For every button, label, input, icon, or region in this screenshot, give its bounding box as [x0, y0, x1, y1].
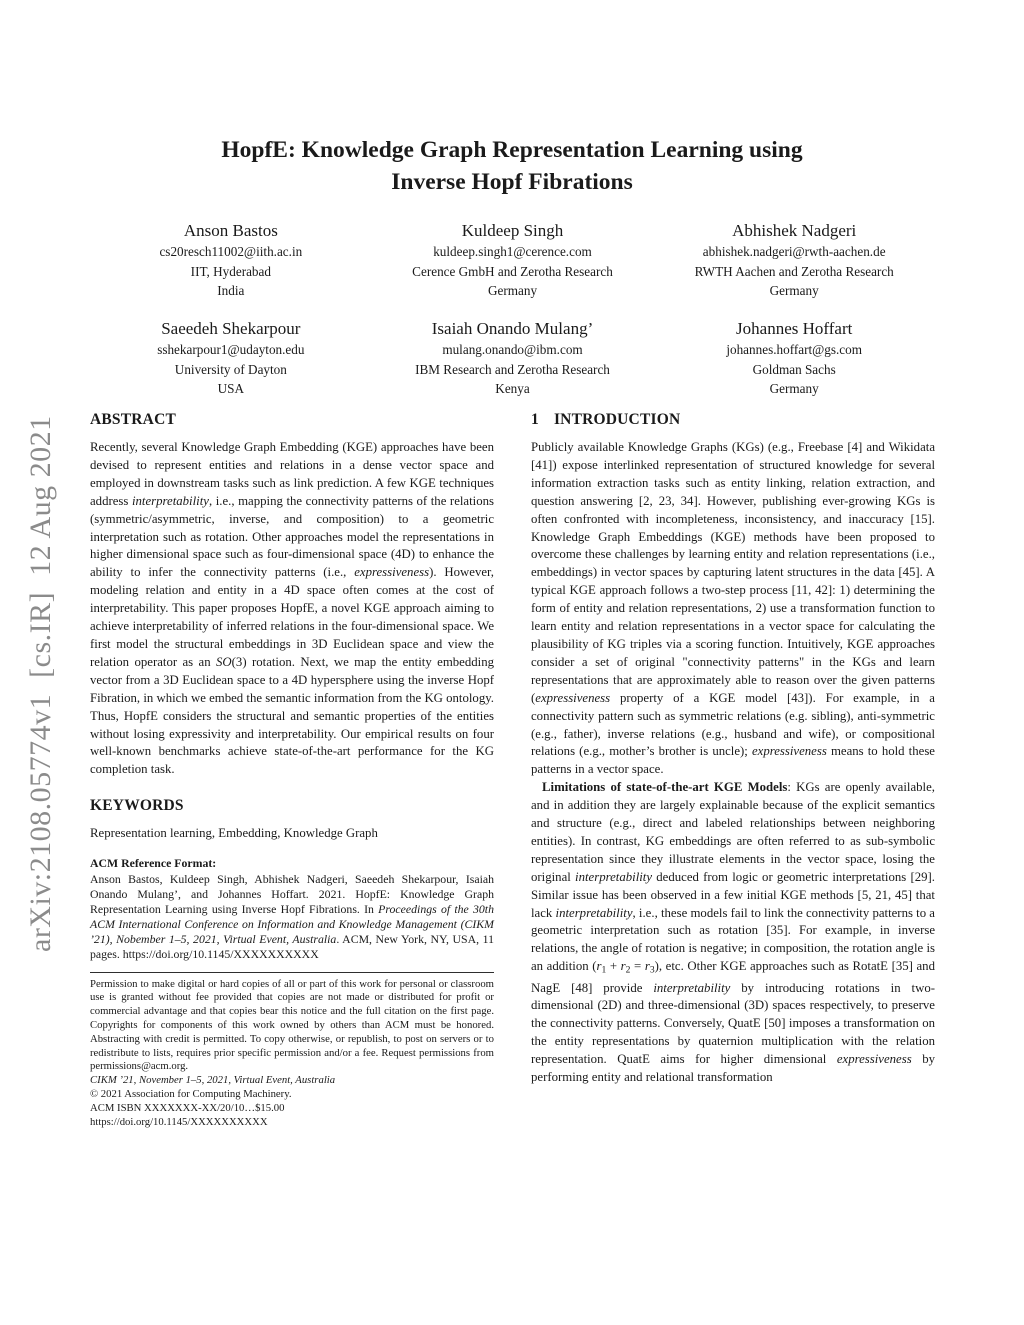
author-country: India — [217, 283, 245, 298]
author-affiliation: University of Dayton — [174, 361, 287, 377]
author-affiliation: Goldman Sachs — [752, 361, 836, 377]
author-abhishek-nadgeri — [653, 220, 935, 301]
author-kuldeep-singh — [372, 220, 654, 301]
author-email: johannes.hoffart@gs.com — [726, 342, 863, 357]
author-country: Kenya — [495, 381, 530, 396]
author-isaiah-onando-mulang — [372, 318, 654, 399]
authors-row-1 — [90, 220, 935, 301]
author-email: kuldeep.singh1@cerence.com — [433, 244, 592, 259]
copyright-line: © 2021 Association for Computing Machinery. — [90, 1087, 292, 1100]
keywords-heading: KEYWORDS — [90, 797, 184, 815]
author-name: Kuldeep Singh — [461, 221, 564, 240]
author-email: mulang.onando@ibm.com — [442, 342, 583, 357]
author-country: USA — [217, 381, 245, 396]
author-country: Germany — [769, 283, 819, 298]
intro-paragraph-1: Publicly available Knowledge Graphs (KGs) (e.g., Freebase [4] and Wikidata [41]) expose interlinked representation of structured knowledge for several information extraction tasks such as entity linking, relation extraction, and question answering [2, 23, 34]. However, publishing ever-growing KGs is often confronted with incompleteness, inconsistency, and inaccuracy [15]. Knowledge Graph Embeddings (KGE) methods have been proposed to overcome these challenges by learning entity and relation representations (i.e., embeddings) in vector spaces by capturing latent structures in the data [45]. A typical KGE approach follows a two-step process [11, 42]: 1) determining the form of entity and relation representations, 2) use a transformation function to learn entity and relation representations in a vector space for calculating the plausibility of KG triples via a scoring function. Intuitively, KGE approaches consider a set of original "connectivity patterns" in the KGs and learn representations that are approximately able to reason over the given patterns (expressiveness property of a KGE model [43]). For example, in a connectivity pattern such as symmetric relations (e.g. sibling), anti-symmetric (e.g., father), inverse relations (e.g., husband and wife), or compositional relations (e.g., mother’s brother is uncle); expressiveness means to hold these patterns in a vector space. — [531, 440, 935, 777]
left-column — [90, 410, 494, 1129]
authors-row-2 — [90, 318, 935, 399]
author-johannes-hoffart — [653, 318, 935, 399]
author-email: sshekarpour1@udayton.edu — [157, 342, 305, 357]
author-name: Isaiah Onando Mulang’ — [431, 319, 594, 338]
author-affiliation: IBM Research and Zerotha Research — [415, 361, 610, 377]
author-name: Anson Bastos — [183, 221, 278, 240]
author-name: Saeedeh Shekarpour — [161, 319, 301, 338]
section-number: 1 — [531, 411, 539, 428]
right-column — [531, 410, 935, 1129]
paper-title-line2: Inverse Hopf Fibrations — [391, 169, 633, 195]
author-affiliation: RWTH Aachen and Zerotha Research — [694, 263, 894, 279]
conference-line: CIKM ’21, November 1–5, 2021, Virtual Event, Australia — [90, 1074, 336, 1087]
isbn-line: ACM ISBN XXXXXXX-XX/20/10…$15.00 — [90, 1101, 285, 1114]
author-affiliation: Cerence GmbH and Zerotha Research — [412, 263, 613, 279]
permission-paragraph: Permission to make digital or hard copies of all or part of this work for personal or classroom use is granted without fee provided that copies are not made or distributed for profit or commercial advantage and that copies bear this notice and the full citation on the first page. Copyrights for components of this work owned by others than ACM must be honored. Abstracting with credit is permitted. To copy otherwise, or republish, to post on servers or to redistribute to lists, requires prior specific permission and/or a fee. Request permissions from permissions@acm.org. — [90, 977, 494, 1073]
abstract-heading: ABSTRACT — [90, 411, 177, 428]
doi-line: https://doi.org/10.1145/XXXXXXXXXX — [90, 1115, 268, 1128]
author-name: Abhishek Nadgeri — [732, 221, 857, 240]
keywords-text: Representation learning, Embedding, Knowledge Graph — [90, 826, 378, 841]
author-affiliation: IIT, Hyderabad — [190, 263, 271, 279]
author-anson-bastos — [90, 220, 372, 301]
paper-title-line1: HopfE: Knowledge Graph Representation Learning using — [221, 137, 803, 163]
author-country: Germany — [487, 283, 538, 298]
author-saeedeh-shekarpour — [90, 318, 372, 399]
section-title: INTRODUCTION — [553, 411, 681, 428]
paper-title — [0, 134, 1024, 198]
intro-paragraph-2: Limitations of state-of-the-art KGE Models: KGs are openly available, and in addition they are largely explainable because of the explicit semantics and structure (e.g., direct and labeled relationships between neighboring entities). In contrast, KG embeddings are often referred to as sub-symbolic representation since they illustrate elements in the vector space, losing the original interpretability deduced from logic or geometric interpretations [29]. Similar issue has been observed in a few initial KGE methods [5, 21, 45] that lack interpretability, i.e., these models fail to link the connectivity patterns to a geometric interpretation such as rotation [35]. For example, in inverse relations, the angle of rotation is negative; in composition, the rotation angle is an addition (r1 + r2 = r3), etc. Other KGE approaches such as RotatE [35] and NagE [48] provide interpretability by introducing rotations in two-dimensional (2D) and three-dimensional (3D) spaces respectively, to preserve the connectivity patterns. Conversely, QuatE [50] imposes a transformation on the entity representations by quaternion multiplication with the relation representation. QuatE aims for higher dimensional expressiveness by performing entity and relational transformation — [531, 780, 936, 1085]
author-country: Germany — [769, 381, 819, 396]
introduction-heading — [531, 410, 935, 430]
arxiv-watermark: arXiv:2108.05774v1 [cs.IR] 12 Aug 2021 — [24, 415, 57, 952]
acm-reference-heading: ACM Reference Format: — [90, 856, 217, 871]
footnote-rule — [90, 972, 494, 973]
two-column-body — [90, 410, 935, 1129]
author-email: abhishek.nadgeri@rwth-aachen.de — [702, 244, 886, 259]
acm-reference-paragraph: Anson Bastos, Kuldeep Singh, Abhishek Nadgeri, Saeedeh Shekarpour, Isaiah Onando Mulang’, and Johannes Hoffart. 2021. HopfE: Knowledge Graph Representation Learning using Inverse Hopf Fibrations. In Proceedings of the 30th ACM International Conference on Information and Knowledge Management (CIKM ’21), Nobember 1–5, 2021, Virtual Event, Australia. ACM, New York, NY, USA, 11 pages. https://doi.org/10.1145/XXXXXXXXXX — [90, 872, 494, 961]
author-email: cs20resch11002@iith.ac.in — [159, 244, 303, 259]
author-name: Johannes Hoffart — [736, 319, 853, 338]
abstract-paragraph: Recently, several Knowledge Graph Embedding (KGE) approaches have been devised to represent entities and relations in a dense vector space and employed in downstream tasks such as link prediction. A few KGE techniques address interpretability, i.e., mapping the connectivity patterns of the relations (symmetric/asymmetric, inverse, and composition) to a geometric interpretation such as rotation. Other approaches model the representations in higher dimensional space such as four-dimensional space (4D) to enhance the ability to infer the connectivity patterns (i.e., expressiveness). However, modeling relation and entity in a 4D space often comes at the cost of interpretability. This paper proposes HopfE, a novel KGE approach aiming to achieve interpretability of inferred relations in the four-dimensional space. We first model the structural embeddings in 3D Euclidean space and view the relation operator as an SO(3) rotation. Next, we map the entity embedding vector from a 3D Euclidean space to a 4D hypersphere using the inverse Hopf Fibration, in which we embed the semantic information from the KG ontology. Thus, HopfE considers the structural and semantic properties of the entities without losing expressivity and interpretability. Our empirical results on four well-known benchmarks achieve state-of-the-art performance for the KG completion task. — [90, 440, 494, 777]
